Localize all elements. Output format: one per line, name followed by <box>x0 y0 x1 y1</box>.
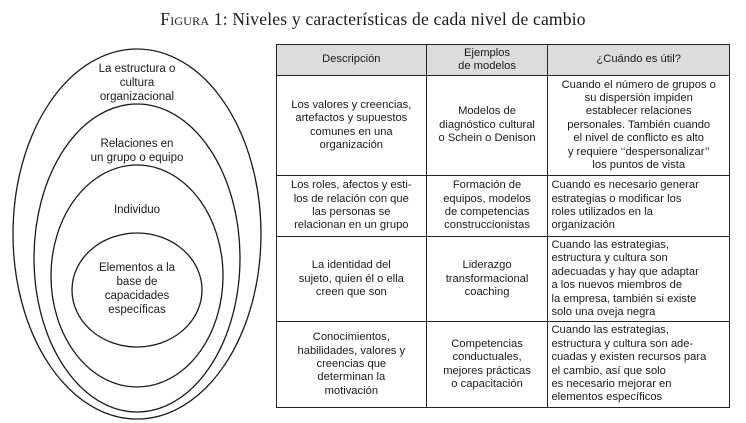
cell-when-useful: Cuando es necesario generar estrategias o modificar los roles utilizados en la organización <box>548 176 730 237</box>
ellipse-label-group: Relaciones en un grupo o equipo <box>90 138 184 164</box>
cell-description: Los roles, afectos y esti- los de relación con que las personas se relacionan en un grupo <box>277 176 427 237</box>
ellipse-label-individual: Individuo <box>113 204 161 216</box>
cell-models: Competencias conductuales, mejores prácticas o capacitación <box>426 322 548 407</box>
levels-table <box>276 44 730 408</box>
cell-when-useful: Cuando el número de grupos o su dispersión impiden establecer relaciones personales. También cuando el nivel de conflicto es alto y requiere ‘‘despersonalizar’’ los puntos de vista <box>548 76 730 176</box>
cell-when-useful: Cuando las estrategias, estructura y cultura son ade- cuadas y existen recursos para el cambio, así que solo es necesario mejorar en elementos específicos <box>548 322 730 407</box>
cell-description: Conocimientos, habilidades, valores y creencias que determinan la motivación <box>277 322 427 407</box>
cell-models: Liderazgo transformacional coaching <box>426 237 548 322</box>
cell-models: Modelos de diagnóstico cultural o Schein o Denison <box>426 76 548 176</box>
header-descripcion: Descripción <box>277 45 427 76</box>
table-header-row <box>277 45 730 76</box>
cell-models: Formación de equipos, modelos de competencias construccionistas <box>426 176 548 237</box>
cell-when-useful: Cuando las estrategias, estructura y cultura son adecuadas y hay que adaptar a los nuevos miembros de la empresa, también si existe solo una oveja negra <box>548 237 730 322</box>
table-row <box>277 322 730 407</box>
figure-number: Figura 1: <box>160 9 228 29</box>
figure-caption: Niveles y características de cada nivel de cambio <box>232 9 586 29</box>
table-row <box>277 176 730 237</box>
header-cuando: ¿Cuándo es útil? <box>548 45 730 76</box>
table-row <box>277 76 730 176</box>
cell-description: Los valores y creencias, artefactos y supuestos comunes en una organización <box>277 76 427 176</box>
header-ejemplos: Ejemplos de modelos <box>426 45 548 76</box>
ellipse-label-capabilities: Elementos a la base de capacidades específicas <box>98 262 176 316</box>
table-row <box>277 237 730 322</box>
cell-description: La identidad del sujeto, quien él o ella creen que son <box>277 237 427 322</box>
ellipse-label-organizational: La estructura o cultura organizacional <box>98 63 176 103</box>
